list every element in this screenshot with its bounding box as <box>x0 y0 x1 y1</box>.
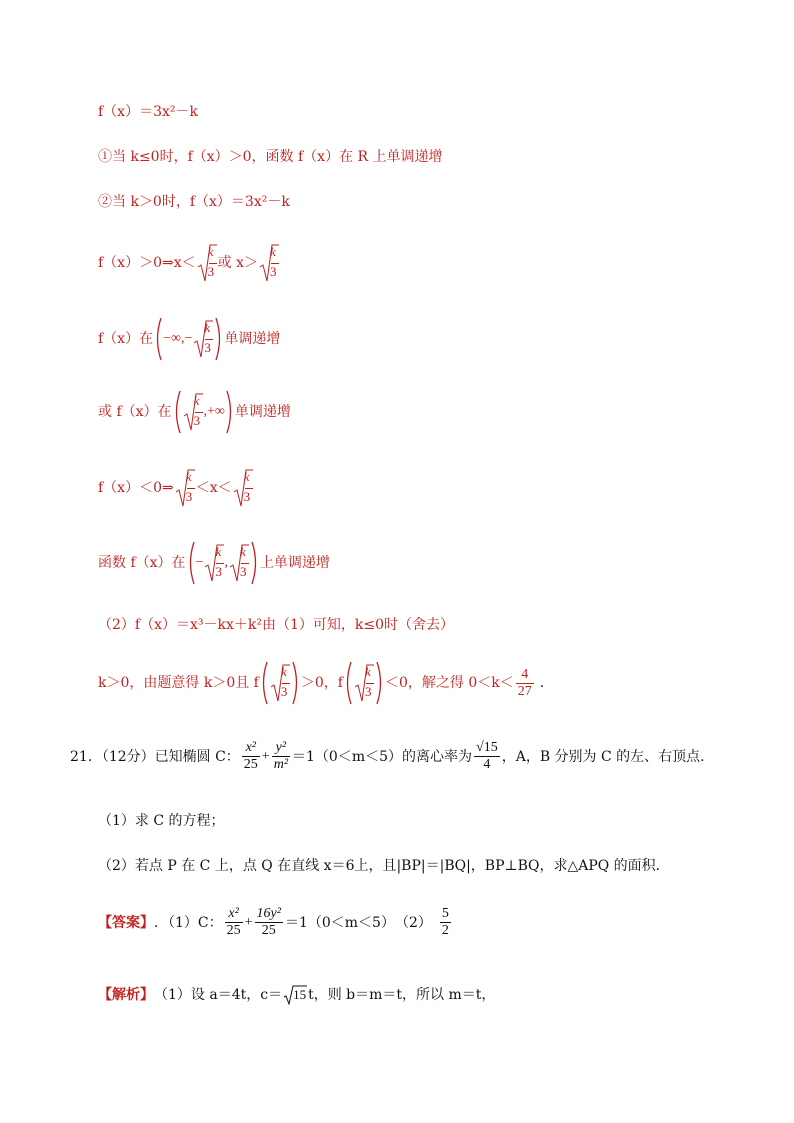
line10-suffix: ＜0，解之得 0＜k＜ <box>384 675 514 691</box>
case-k-nonpositive: ①当 k≤0时，f（x）＞0，函数 f（x）在 R 上单调递增 <box>98 149 443 165</box>
fraction-x2-25: $\frac{\text{x²}}{25}$ <box>243 740 258 772</box>
period: . <box>539 675 545 691</box>
analysis-line <box>98 985 495 1005</box>
sqrt-k-over-3: k 3 <box>270 663 290 703</box>
fraction-x2-25: $\frac{\text{x²}}{25}$ <box>226 906 241 938</box>
line8-suffix: 上单调递增 <box>259 555 330 571</box>
fraction-5-2: $\frac{5}{2}$ <box>441 906 449 938</box>
answer-tail: ＝1（0＜m＜5） （2） <box>284 914 432 931</box>
solution-line-3 <box>98 195 290 209</box>
derivative-formula: f（x）＝3x²－k <box>98 104 198 120</box>
answer-line: 【答案】 ．（1）C： $\frac{\text{x²}}{25}$ + $\frac{\text{16y²}}{25}$ ＝1（0＜m＜5） （2） $\frac{5}{2}$ <box>98 906 449 938</box>
left-paren <box>259 660 269 706</box>
interval-right: ,+∞ <box>203 404 225 419</box>
interval-left: −∞,− <box>163 331 193 346</box>
line4-or: 或 x＞ <box>217 255 258 271</box>
ellipse-condition: ＝1（0＜m＜5）的离心率为 <box>292 748 473 765</box>
line5-prefix: f（x）在 <box>98 331 154 347</box>
solution-line-8 <box>98 540 330 586</box>
solution-line-5 <box>98 316 280 362</box>
right-paren <box>225 389 235 435</box>
minus-sign: − <box>195 555 204 570</box>
solution-line-10 <box>98 660 544 706</box>
sqrt-k-over-3: k 3 <box>175 468 195 508</box>
sqrt-k-over-3: k 3 <box>229 543 249 583</box>
fraction-4-27: $\frac{4}{27}$ <box>517 666 532 699</box>
question-part-1 <box>98 814 225 828</box>
analysis-text: （1）设 a＝4t，c＝ <box>154 987 283 1003</box>
line6-prefix: 或 f（x）在 <box>98 404 172 420</box>
fraction-y2-m2: $\frac{\text{y²}}{\text{m²}}$ <box>273 740 289 772</box>
left-paren <box>343 660 353 706</box>
line7-prefix: f（x）＜0⇒ <box>98 480 174 496</box>
line7-middle: ＜x＜ <box>195 480 232 496</box>
right-paren <box>291 660 301 706</box>
right-paren <box>250 540 260 586</box>
sqrt-15: 15 <box>283 985 307 1005</box>
line10-middle: ＞0，f <box>300 675 343 691</box>
question-tail: ，A，B 分别为 C 的左、右顶点． <box>501 748 715 765</box>
right-paren <box>214 316 224 362</box>
fraction-16y2-25: $\frac{\text{16y²}}{25}$ <box>256 906 281 938</box>
question-number: 21．（12分）已知椭圆 C： <box>70 748 240 765</box>
comma: , <box>224 555 228 570</box>
part2-function: （2）f（x）＝x³－kx＋k²由（1）可知，k≤0时（舍去） <box>98 617 454 633</box>
question-part-2 <box>98 859 670 873</box>
sqrt-k-over-3: k 3 <box>197 243 217 283</box>
answer-label: 【答案】 <box>98 914 154 931</box>
left-paren <box>172 389 182 435</box>
solution-line-2 <box>98 150 443 164</box>
sqrt-k-over-3: k 3 <box>193 319 213 359</box>
solution-line-6 <box>98 389 291 435</box>
solution-line-9 <box>98 618 454 632</box>
question-21: 21．（12分）已知椭圆 C： $\frac{\text{x²}}{25}$ + $\frac{\text{y²}}{\text{m²}}$ ＝1（0＜m＜5）的离心率为 $\frac{√15}{4}$ ，A，B 分别为 C 的左、右顶点． <box>70 740 715 772</box>
sqrt-k-over-3: k 3 <box>183 392 203 432</box>
line8-prefix: 函数 f（x）在 <box>98 555 186 571</box>
line6-suffix: 单调递增 <box>234 404 291 420</box>
case-k-positive: ②当 k＞0时，f（x）＝3x²－k <box>98 194 290 210</box>
solution-line-7 <box>98 468 254 508</box>
analysis-tail: t，则 b＝m＝t，所以 m＝t， <box>308 987 496 1003</box>
line10-prefix: k＞0，由题意得 k＞0且 f <box>98 675 259 691</box>
solution-line-1 <box>98 105 198 119</box>
part-1-text: （1）求 C 的方程； <box>98 813 225 829</box>
sqrt-k-over-3: k 3 <box>354 663 374 703</box>
sqrt-k-over-3: k 3 <box>233 468 253 508</box>
left-paren <box>153 316 163 362</box>
answer-intro: ．（1）C： <box>154 914 223 931</box>
eccentricity-fraction: $\frac{√15}{4}$ <box>476 740 498 772</box>
sqrt-k-over-3: k 3 <box>204 543 224 583</box>
part-2-text: （2）若点 P 在 C 上，点 Q 在直线 x＝6上，且|BP|＝|BQ|，BP⊥BQ，求△APQ 的面积． <box>98 858 670 874</box>
left-paren <box>186 540 196 586</box>
line4-prefix: f（x）＞0⇒x＜ <box>98 255 196 271</box>
right-paren <box>375 660 385 706</box>
line5-suffix: 单调递增 <box>224 331 281 347</box>
sqrt-k-over-3: k 3 <box>259 243 279 283</box>
analysis-label: 【解析】 <box>98 987 154 1003</box>
solution-line-4 <box>98 243 280 283</box>
